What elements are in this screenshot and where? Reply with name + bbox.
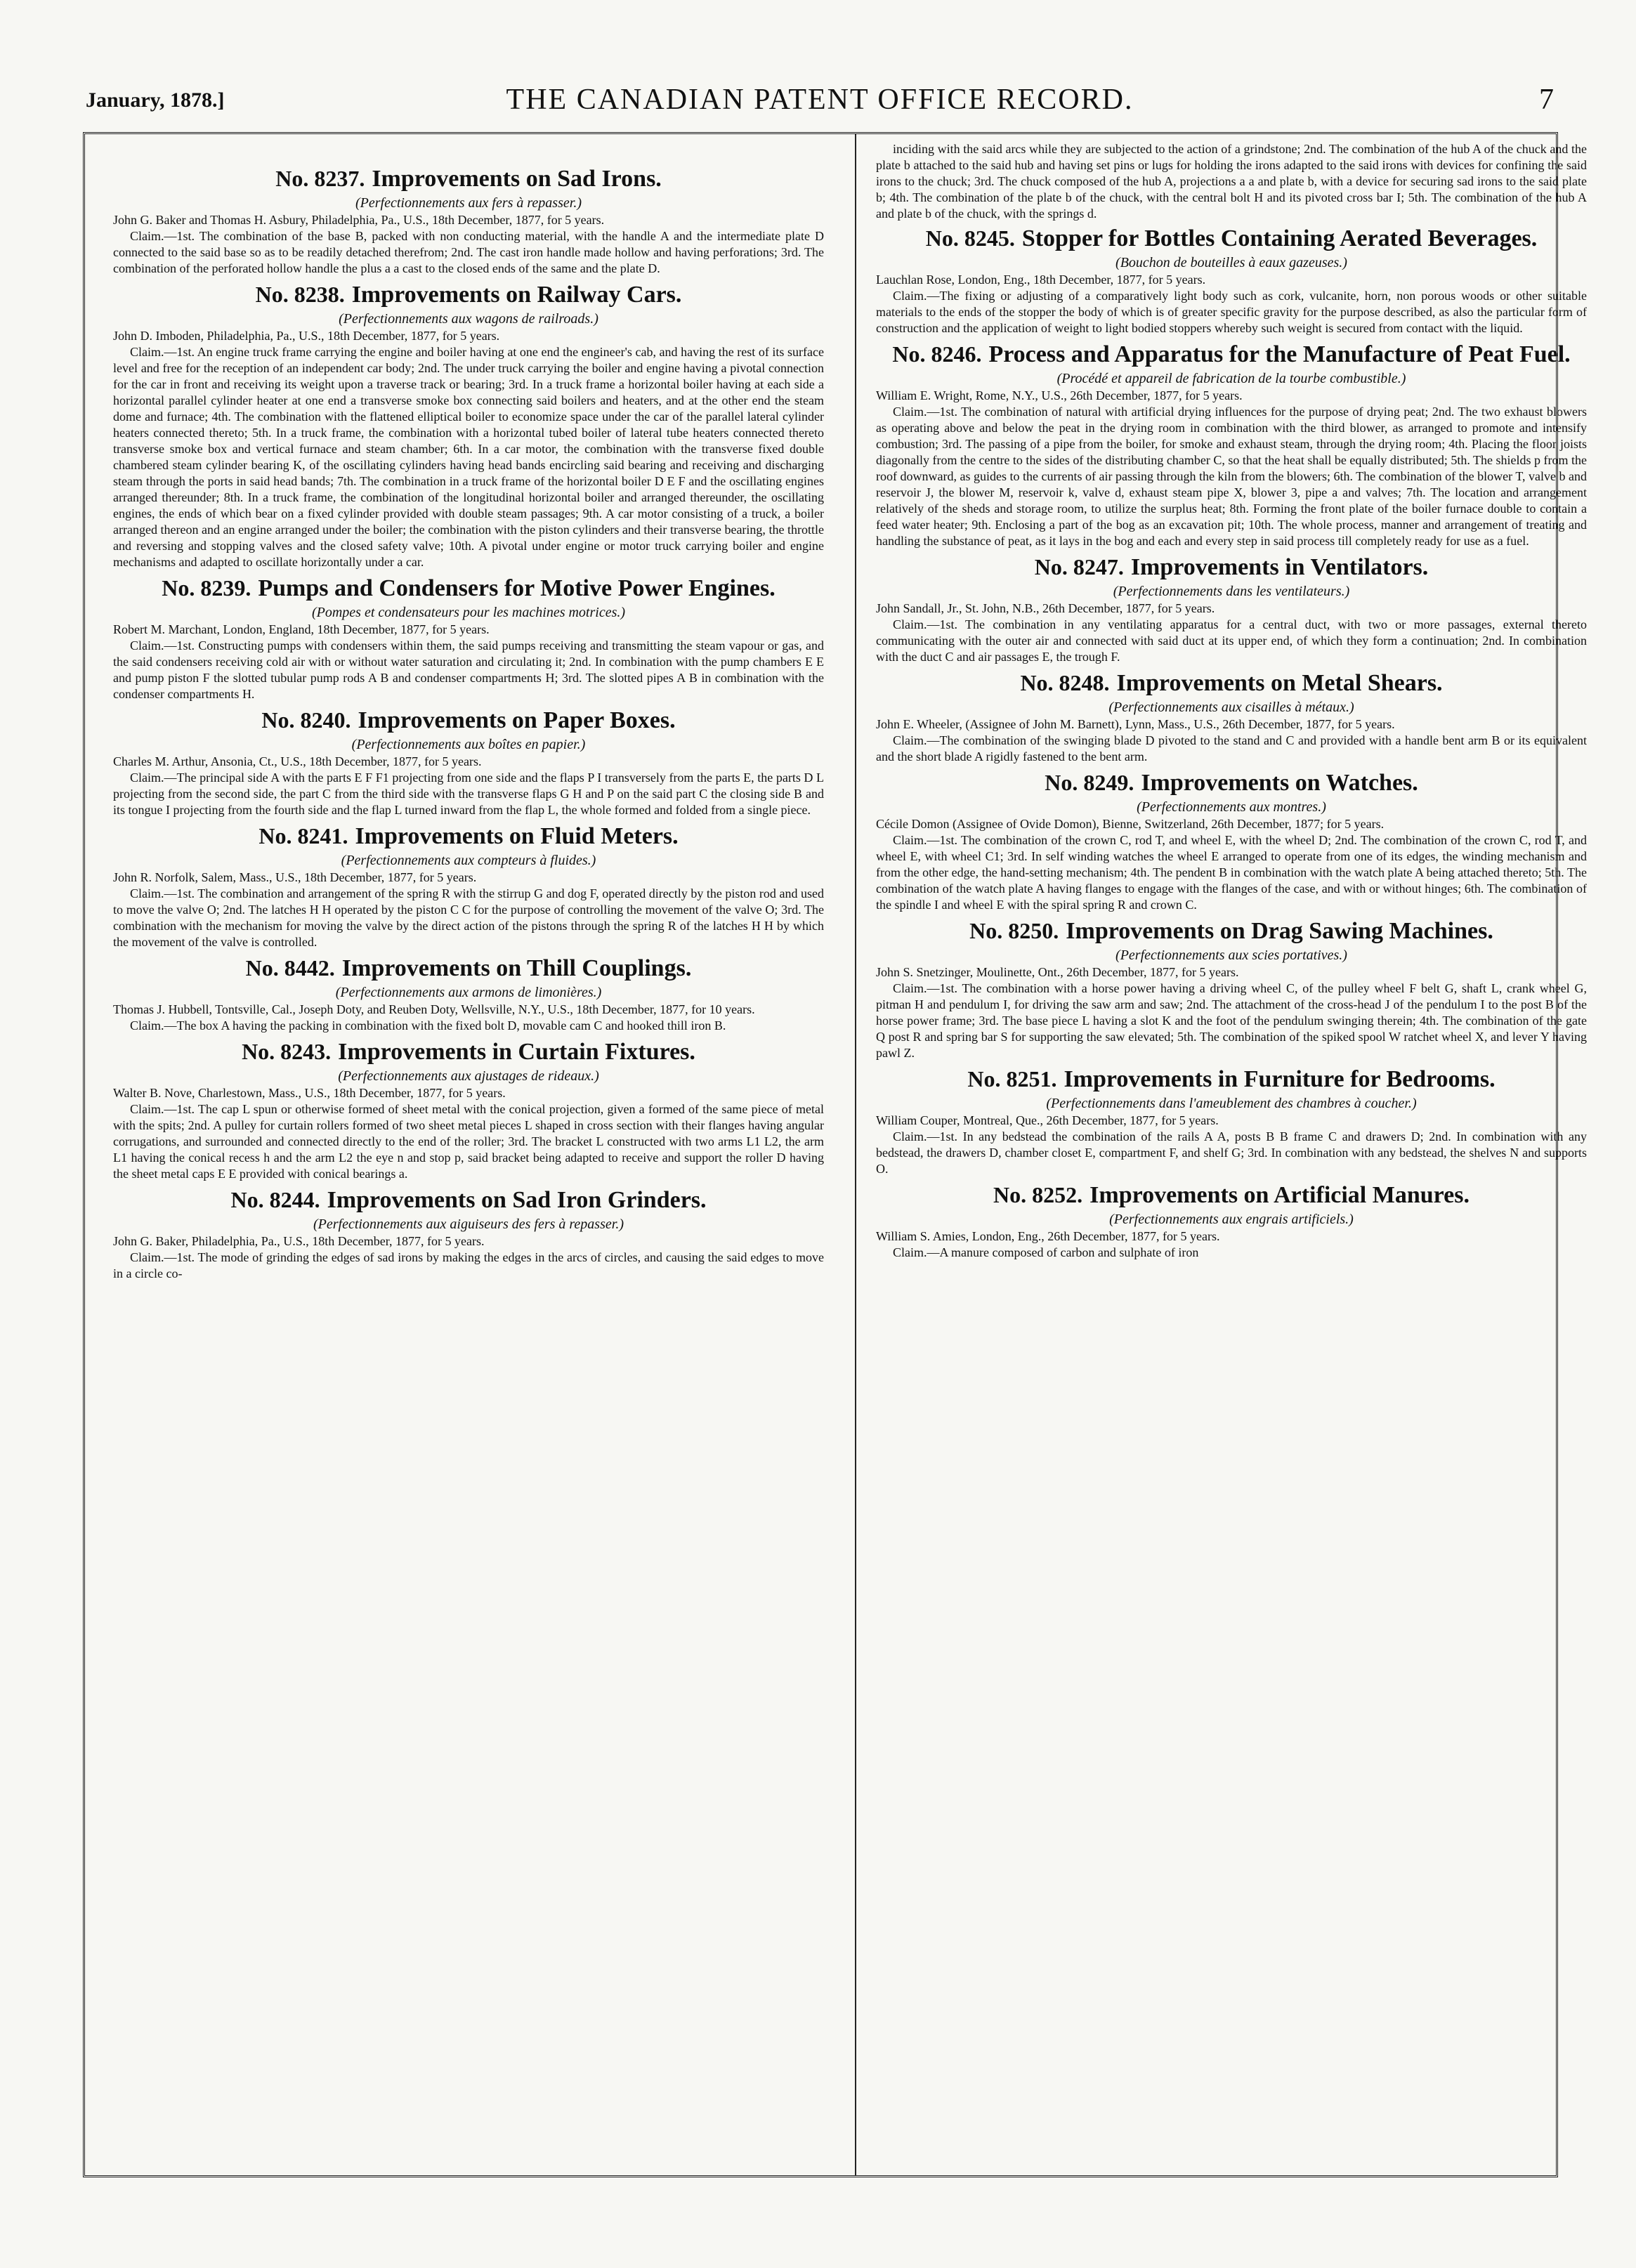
claim-text: Claim.—1st. The combination and arrangement of the spring R with the stirrup G and dog F, operated directly by the piston rod and used to move the valve O; 2nd. The latches H H operated by the piston C C for the purpose of controlling the movement of the valve O; 3rd. The combination with the mechanism for moving the valve by the direct action of the pistons through the spring R of the latches H H by which the movement of the valve is controlled. <box>113 886 824 949</box>
patent-entry <box>876 1066 1587 1177</box>
claim-text: Claim.—1st. The mode of grinding the edges of sad irons by making the edges in the arcs of circles, and causing the said edges to move in a circle co- <box>113 1250 824 1280</box>
patent-number: No. 8250. <box>969 918 1059 943</box>
french-title: (Perfectionnements dans l'ameublement des chambres à coucher.) <box>1046 1096 1417 1111</box>
patent-number: No. 8246. <box>892 341 982 367</box>
patent-title: Improvements on Sad Irons. <box>372 166 662 192</box>
patentee-line: Thomas J. Hubbell, Tontsville, Cal., Joseph Doty, and Reuben Doty, Wellsville, N.Y., U.S., 18th December, 1877, for 10 years. <box>113 1002 755 1016</box>
claim-text: Claim.—1st. The combination of natural with artificial drying influences for the purpose of drying peat; 2nd. The two exhaust blowers as operating above and below the peat in the drying room in combination with the third blower, as arranged to promote and intensify combustion; 3rd. The passing of a pipe from the boiler, for smoke and exhaust steam, through the drying room; 4th. Placing the floor joists diagonally from the centre to the sides of the distributing chamber C, so that the heat shall be equally distributed; 5th. The shields p from the roof downward, as guides to the currents of air passing through the kiln from the blowers; 6th. The combination of the blower T, valve b and reservoir J, the blower M, reservoir k, valve d, exhaust steam pipe X, blower 3, pipe a and valves; 7th. The location and arrangement relatively of the sheds and storage room, to utilize the surplus heat; 8th. Forming the front plate of the boiler furnace double to contain a feed water heater; 9th. Enclosing a part of the bog as an excavation pit; 10th. The whole process, manner and arrangement of treating and handling the substance of peat, as it lays in the bog and each and every step in said process till completely ready for use as a fuel. <box>876 405 1587 548</box>
patent-title: Improvements on Railway Cars. <box>351 282 682 308</box>
patentee-line: John S. Snetzinger, Moulinette, Ont., 26th December, 1877, for 5 years. <box>876 965 1239 979</box>
patent-entry <box>113 955 824 1034</box>
patent-number: No. 8251. <box>967 1066 1057 1092</box>
patent-number: No. 8249. <box>1045 770 1134 795</box>
claim-text: Claim.—The box A having the packing in combination with the fixed bolt D, movable cam C and hooked thill iron B. <box>130 1018 726 1033</box>
patent-number: No. 8245. <box>925 225 1015 251</box>
patent-title: Improvements on Paper Boxes. <box>358 707 676 733</box>
patentee-line: Charles M. Arthur, Ansonia, Ct., U.S., 18th December, 1877, for 5 years. <box>113 754 482 768</box>
patent-title: Improvements on Watches. <box>1141 770 1418 796</box>
french-title: (Perfectionnements aux montres.) <box>1137 799 1326 815</box>
claim-text: Claim.—1st. Constructing pumps with condensers within them, the said pumps receiving and transmitting the steam vapour or gas, and the said condensers receiving cold air with or without water saturation and circulating it; 2nd. In combination with the pump chambers E E and pump piston F the slotted tubular pump rods A B and condenser compartments H; 3rd. The slotted pipes A B in combination with the condenser compartments H. <box>113 638 824 701</box>
patent-heading <box>113 822 824 850</box>
patent-title: Pumps and Condensers for Motive Power Engines. <box>258 575 776 601</box>
french-title: (Procédé et appareil de fabrication de la tourbe combustible.) <box>1056 371 1406 386</box>
patent-title: Improvements on Artificial Manures. <box>1089 1182 1470 1208</box>
french-title: (Perfectionnements aux compteurs à fluides.) <box>341 853 596 868</box>
patent-heading <box>113 281 824 308</box>
french-title: (Perfectionnements aux fers à repasser.) <box>355 195 582 211</box>
claim-text: Claim.—1st. In any bedstead the combination of the rails A A, posts B B frame C and drawers D; 2nd. In combination with any bedstead, the drawers D, chamber closet E, compartment F, and shelf G; 3rd. In combination with any bedstead, the shelves N and supports O. <box>876 1129 1587 1176</box>
patent-number: No. 8248. <box>1020 670 1110 695</box>
patent-title: Improvements on Thill Couplings. <box>341 955 692 981</box>
page-number: 7 <box>1539 84 1554 116</box>
patent-entry <box>876 1181 1587 1261</box>
patent-entry <box>876 669 1587 765</box>
patent-title: Process and Apparatus for the Manufacture of Peat Fuel. <box>988 341 1571 367</box>
patent-title: Improvements in Curtain Fixtures. <box>338 1039 695 1065</box>
french-title: (Perfectionnements aux cisailles à métaux.) <box>1108 700 1354 715</box>
patent-heading <box>113 1038 824 1066</box>
patentee-line: William E. Wright, Rome, N.Y., U.S., 26th December, 1877, for 5 years. <box>876 388 1243 402</box>
patent-number: No. 8241. <box>259 823 348 848</box>
patent-entry <box>113 575 824 702</box>
patent-entry <box>113 1186 824 1282</box>
french-title: (Bouchon de bouteilles à eaux gazeuses.) <box>1115 255 1347 270</box>
claim-text: Claim.—1st. The combination of the crown C, rod T, and wheel E, with the wheel D; 2nd. The combination of the crown C, rod T, and wheel E, with wheel C1; 3rd. In self winding watches the wheel E arranged to operate from one of its edges, the winding mechanism and from the other edge, the hand-setting mechanism; 4th. The pendent B in combination with the watch plate A being attached thereto; 5th. The combination of the watch plate A having flanges to engage with the flanges of the case, and with or without hinges; 6th. The combination of the spindle I and wheel E with the spiral spring R and crown C. <box>876 833 1587 912</box>
patent-entry <box>876 769 1587 913</box>
page-frame <box>83 132 1587 2177</box>
patent-heading <box>876 917 1587 945</box>
patent-entry <box>876 341 1587 549</box>
patentee-line: William S. Amies, London, Eng., 26th December, 1877, for 5 years. <box>876 1229 1220 1243</box>
patentee-line: John Sandall, Jr., St. John, N.B., 26th December, 1877, for 5 years. <box>876 601 1215 615</box>
patent-number: No. 8252. <box>993 1182 1083 1207</box>
french-title: (Pompes et condensateurs pour les machines motrices.) <box>311 605 626 620</box>
patent-number: No. 8240. <box>261 707 351 733</box>
patent-heading <box>113 707 824 734</box>
patent-heading <box>876 669 1587 697</box>
patent-heading <box>113 575 824 602</box>
patent-entry <box>876 917 1587 1061</box>
patent-heading <box>876 1066 1587 1093</box>
patentee-line: Robert M. Marchant, London, England, 18th December, 1877, for 5 years. <box>113 622 490 636</box>
continued-claim-text: inciding with the said arcs while they are subjected to the action of a grindstone; 2nd. The combination of the hub A of the chuck and the plate b attached to the said hub and having set pins or lugs for holding the irons adapted to the said irons with devices for confining the said irons to the chuck; 3rd. The chuck composed of the hub A, projections a a and plate b, with a device for securing sad irons to the said plate b; 4th. The combination of the plate b of the chuck, with the central bolt H and its pivoted cross bar I; 5th. The combination of the hub A and plate b of the chuck, with the springs d. <box>876 142 1587 221</box>
patentee-line: John E. Wheeler, (Assignee of John M. Barnett), Lynn, Mass., U.S., 26th December, 1877, for 5 years. <box>876 717 1395 731</box>
french-title: (Perfectionnements aux aiguiseurs des fers à repasser.) <box>313 1217 624 1232</box>
french-title: (Perfectionnements aux armons de limonières.) <box>335 985 602 1000</box>
patentee-line: John R. Norfolk, Salem, Mass., U.S., 18th December, 1877, for 5 years. <box>113 870 477 884</box>
french-title: (Perfectionnements aux engrais artificiels.) <box>1109 1212 1354 1227</box>
patentee-line: John D. Imboden, Philadelphia, Pa., U.S., 18th December, 1877, for 5 years. <box>113 329 500 343</box>
patent-heading <box>876 225 1587 252</box>
french-title: (Perfectionnements aux wagons de railroads.) <box>339 311 598 327</box>
claim-text: Claim.—1st. The combination of the base B, packed with non conducting material, with the handle A and the intermediate plate D connected to the said base so as to be readily detached therefrom; 2nd. The cast iron handle made hollow and having perforations; 3rd. The combination of the perforated hollow handle the plus a a cast to the closed ends of the same and the plate D. <box>113 229 824 275</box>
claim-text: Claim.—The combination of the swinging blade D pivoted to the stand and C and provided with a handle bent arm B or its equivalent and the short blade A rigidly fastened to the bent arm. <box>876 733 1587 763</box>
right-column <box>876 142 1587 1265</box>
patent-heading <box>876 769 1587 797</box>
patentee-line: John G. Baker, Philadelphia, Pa., U.S., 18th December, 1877, for 5 years. <box>113 1234 485 1248</box>
patent-heading <box>113 165 824 192</box>
french-title: (Perfectionnements aux ajustages de rideaux.) <box>338 1068 599 1084</box>
french-title: (Perfectionnements aux boîtes en papier.) <box>351 737 586 752</box>
left-column <box>113 162 824 1286</box>
patent-heading <box>113 1186 824 1214</box>
patent-title: Improvements on Fluid Meters. <box>355 823 679 849</box>
patent-entry <box>876 225 1587 336</box>
patent-entry <box>113 165 824 277</box>
patentee-line: Walter B. Nove, Charlestown, Mass., U.S., 18th December, 1877, for 5 years. <box>113 1086 506 1100</box>
patent-number: No. 8442. <box>245 955 335 981</box>
patent-title: Improvements on Metal Shears. <box>1116 670 1443 696</box>
patentee-line: Lauchlan Rose, London, Eng., 18th December, 1877, for 5 years. <box>876 273 1206 287</box>
page-header <box>86 83 1554 125</box>
patent-number: No. 8244. <box>230 1187 320 1212</box>
publication-title: THE CANADIAN PATENT OFFICE RECORD. <box>506 84 1134 116</box>
patent-number: No. 8239. <box>162 575 251 601</box>
patent-entry <box>113 707 824 818</box>
patent-entry <box>876 553 1587 665</box>
patent-heading <box>876 553 1587 581</box>
patent-number: No. 8243. <box>242 1039 332 1064</box>
french-title: (Perfectionnements dans les ventilateurs.) <box>1113 584 1350 599</box>
claim-text: Claim.—1st. The combination in any ventilating apparatus for a central duct, with two or more passages, external thereto communicating with the outer air and connected with said duct at its upper end, of which they form a continuation; 2nd. In combination with the duct C and air passages E, the trough F. <box>876 617 1587 664</box>
patentee-line: Cécile Domon (Assignee of Ovide Domon), Bienne, Switzerland, 26th December, 1877; for 5 years. <box>876 817 1385 831</box>
patent-number: No. 8238. <box>255 282 345 307</box>
claim-text: Claim.—A manure composed of carbon and sulphate of iron <box>893 1245 1199 1259</box>
patent-number: No. 8247. <box>1034 554 1124 579</box>
issue-date: January, 1878.] <box>86 89 225 112</box>
patent-heading <box>113 955 824 982</box>
patent-heading <box>876 1181 1587 1209</box>
patentee-line: William Couper, Montreal, Que., 26th December, 1877, for 5 years. <box>876 1113 1219 1127</box>
french-title: (Perfectionnements aux scies portatives.) <box>1115 948 1347 963</box>
patent-title: Improvements in Furniture for Bedrooms. <box>1064 1066 1496 1092</box>
claim-text: Claim.—1st. The combination with a horse power having a driving wheel C, of the pulley wheel F belt G, shaft L, crank wheel G, pitman H and pendulum I, for driving the saw arm and saw; 2nd. The attachment of the cross-head J of the pendulum I to the post B of the horse power frame; 3rd. The base piece L having a slot K and the foot of the pendulum swinging therein; 4th. The combination of the gate Q post R and spring bar S for supporting the saw elevated; 5th. The combination of the spiked spool W ratchet wheel X, and lever Y having pawl Z. <box>876 981 1587 1060</box>
patent-title: Improvements in Ventilators. <box>1130 554 1429 580</box>
claim-text: Claim.—The fixing or adjusting of a comparatively light body such as cork, vulcanite, horn, non porous woods or other suitable materials to the ends of the stopper the body of which is of greater specific gravity for the purpose described, as also the particular form of construction and the application of weight to light bodied stoppers whereby such weight is secured from contact with the liquid. <box>876 289 1587 335</box>
patent-entry <box>113 1038 824 1182</box>
claim-text: Claim.—1st. The cap L spun or otherwise formed of sheet metal with the conical projection, given a formed of the same piece of metal with the spits; 2nd. A pulley for curtain rollers formed of two sheet metal pieces L shaped in cross section with their flanges having angular corrugations, and surrounded and connected directly to the end of the roller; 3rd. The bracket L constructed with two arms L1 L2, the arm L1 having the conical recess h and the arm L2 the eye n and stop p, said bracket being adapted to receive and support the roller D having the sheet metal caps E E provided with conical bearings a. <box>113 1102 824 1181</box>
claim-text: Claim.—The principal side A with the parts E F F1 projecting from one side and the flaps P I transversely from the parts E, the parts D L projecting from the second side, the part C from the third side with the transverse flaps G H and P on the said part C the closing side B and its tongue I projecting from the fourth side and the flap L turned inward from the flap L, the whole formed and folded from a single piece. <box>113 771 824 817</box>
patent-number: No. 8237. <box>275 166 365 191</box>
column-divider <box>855 134 856 2175</box>
patent-title: Stopper for Bottles Containing Aerated Beverages. <box>1021 225 1538 251</box>
claim-text: Claim.—1st. An engine truck frame carrying the engine and boiler having at one end the engineer's cab, and having the rest of its surface level and free for the reception of an independent car body; 2nd. The under truck carrying the boiler and engine having a pivotal connection for the car in front and receiving its weight upon a traverse track or bearing; 3rd. In a truck frame a horizontal boiler having at each side a horizontal parallel cylinder heater at one end a transverse smoke box connecting said boilers and heaters, and at the other end the steam dome and furnace; 4th. The combination with the flattened elliptical boiler to economize space under the car of the parallel lateral cylinder heaters connected thereto; 5th. In a truck frame, the combination with a horizontal tubed boiler of lateral tube heaters connected thereto transverse smoke box and vertical furnace and steam chamber; 6th. In a car motor, the combination with the transverse fixed double chambered steam cylinder bearing K, of the oscillating cylinders having head bands encircling said bearing and receiving and discharging steam through the ports in said head bands; 7th. The combination in a truck frame of the horizontal boiler D E F and the oscillating engines arranged thereunder; 8th. In a truck frame, the combination of the longitudinal horizontal boiler and arranged thereunder, the oscillating engines, the ends of which bear on a fixed cylinder provided with double steam passages; 9th. A car motor consisting of a truck, a boiler arranged thereon and an engine arranged under the boiler; the combination with the piston cylinders and their transverse bearing, the throttle and reversing and stopping valves and the closed safety valve; 10th. A pivotal under engine or motor truck carrying boiler and engine mechanisms and adapted to oscillate horizontally under a car. <box>113 345 824 569</box>
patentee-line: John G. Baker and Thomas H. Asbury, Philadelphia, Pa., U.S., 18th December, 1877, for 5 years. <box>113 213 605 227</box>
patent-title: Improvements on Sad Iron Grinders. <box>327 1187 707 1213</box>
patent-title: Improvements on Drag Sawing Machines. <box>1066 918 1493 944</box>
patent-entry <box>113 822 824 950</box>
patent-entry <box>113 281 824 570</box>
patent-heading <box>876 341 1587 368</box>
